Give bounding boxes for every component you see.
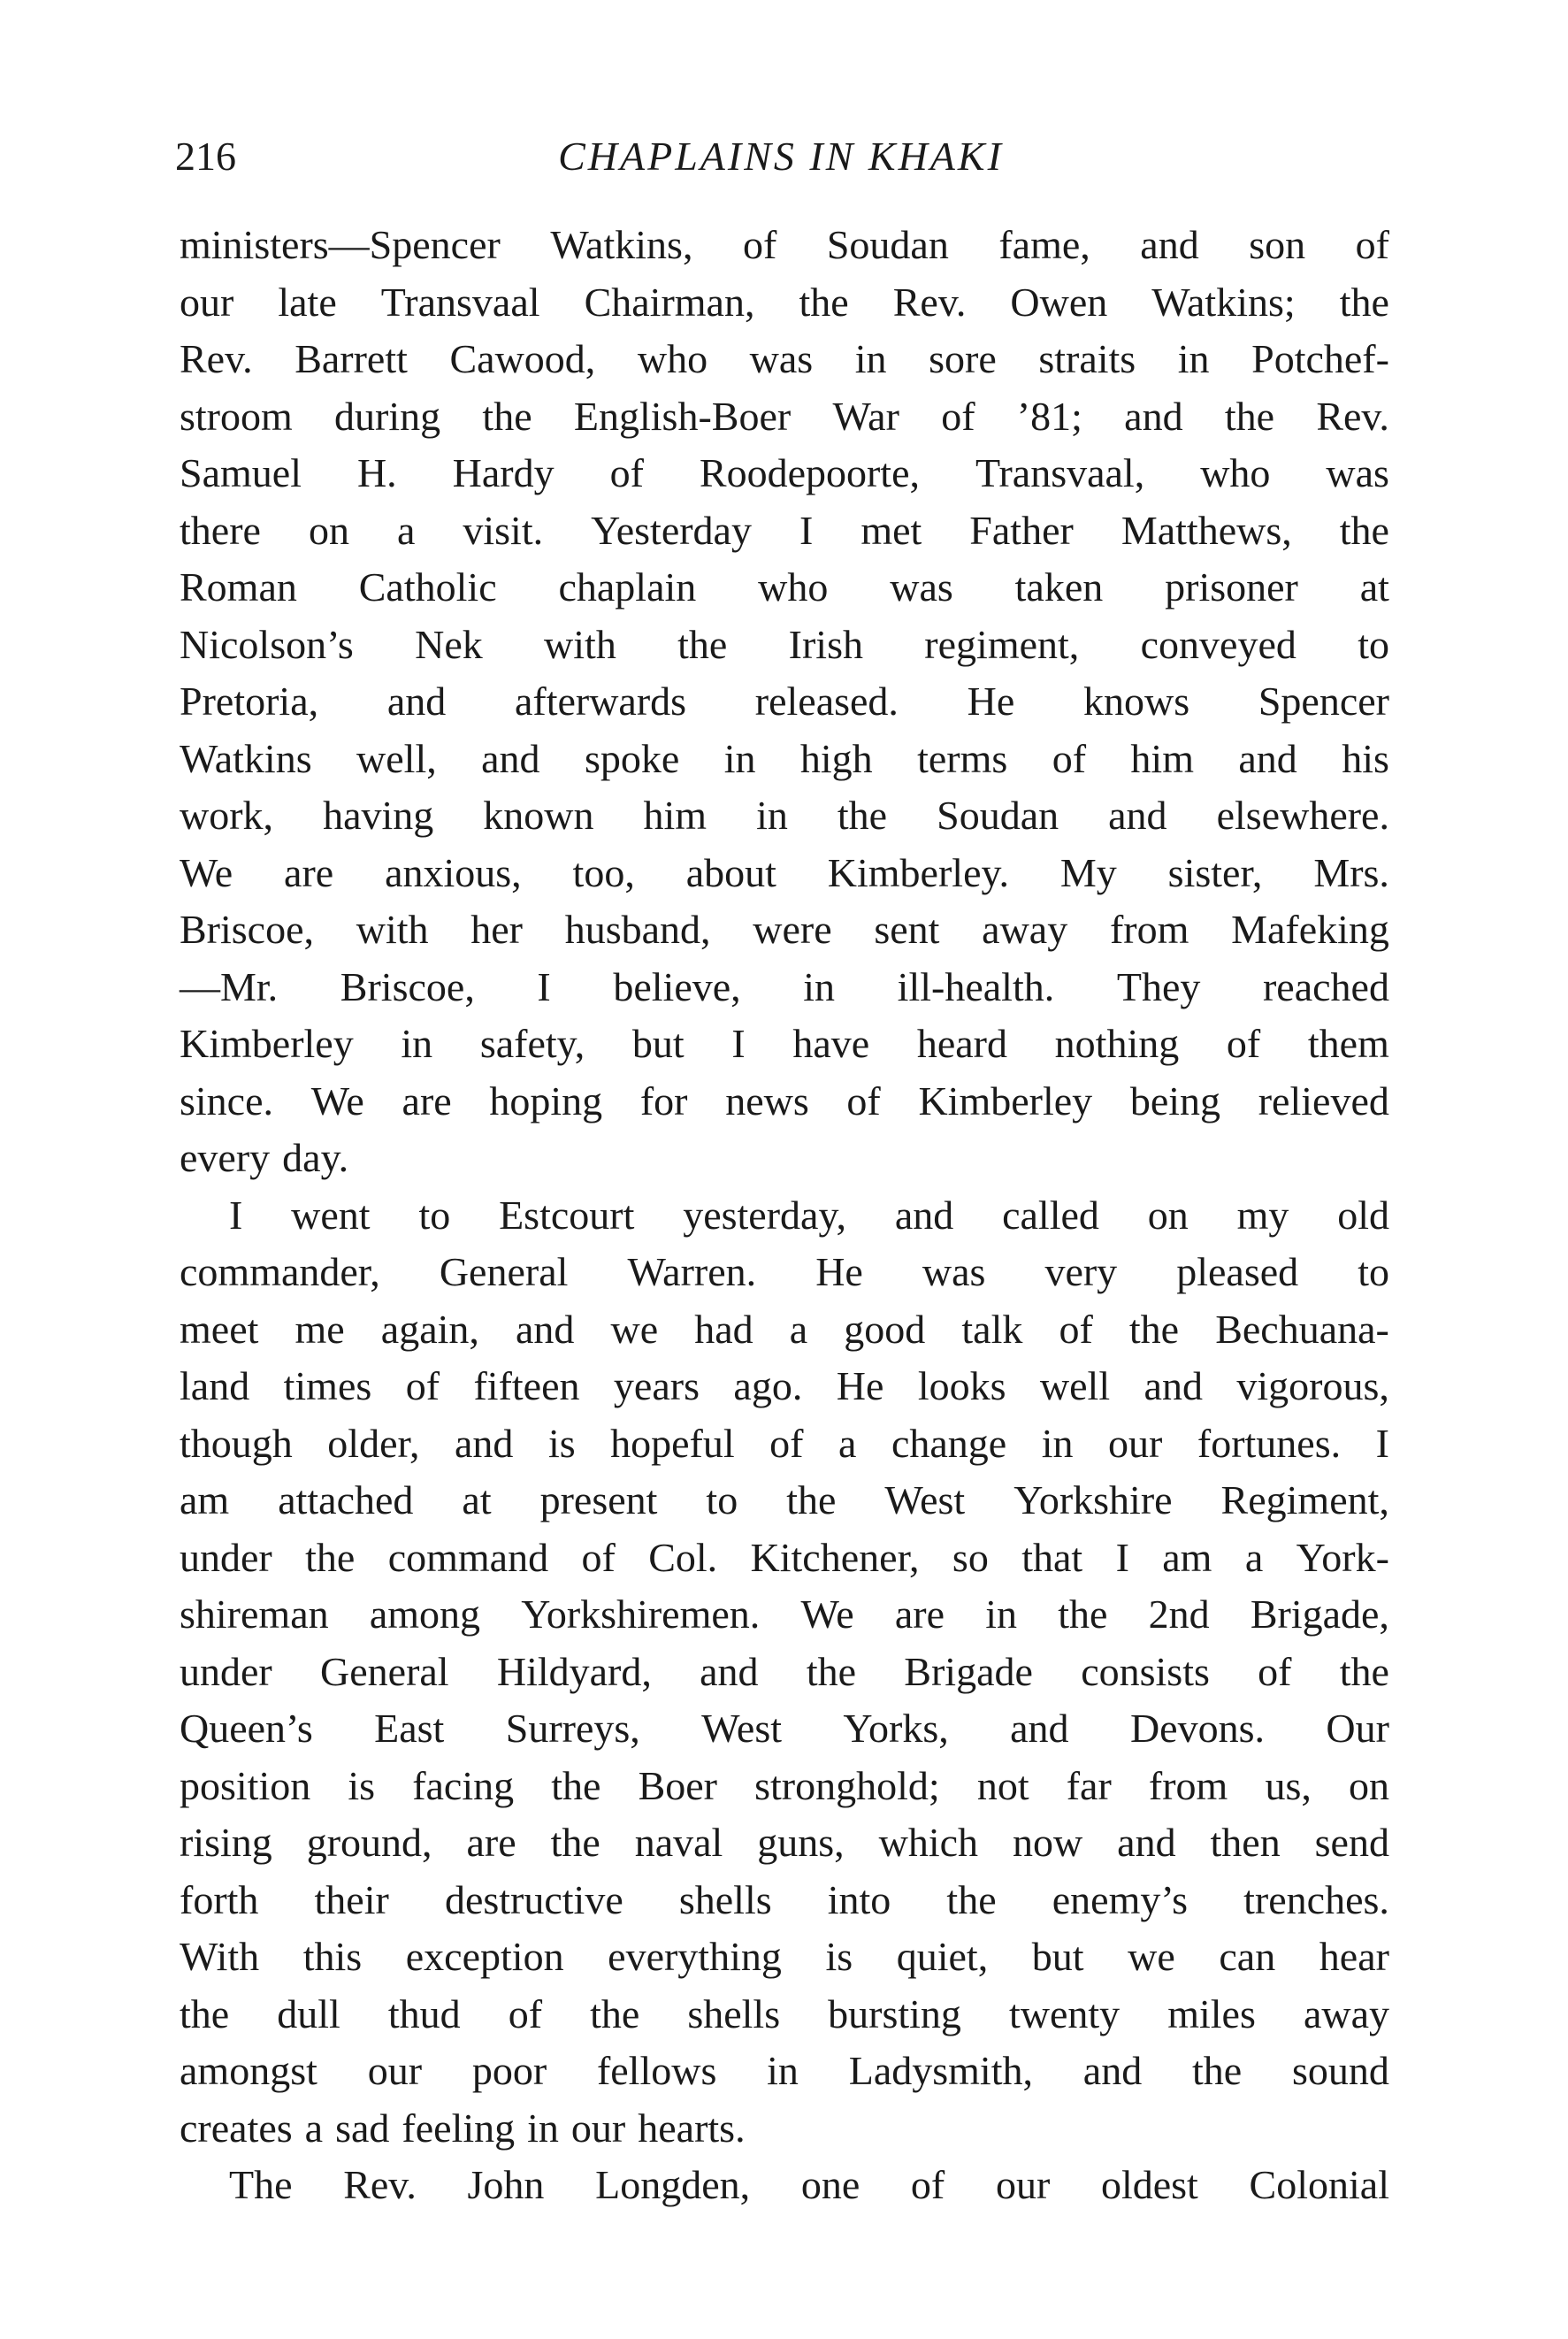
text-line: Kimberley in safety, but I have heard nothing of them (180, 1021, 1389, 1066)
text-line: Rev. Barrett Cawood, who was in sore straits in Potchef- (180, 336, 1389, 381)
text-line: Briscoe, with her husband, were sent away from Mafeking (180, 907, 1389, 952)
text-line: Roman Catholic chaplain who was taken prisoner at (180, 564, 1389, 610)
text-line: With this exception everything is quiet, but we can hear (180, 1934, 1389, 1979)
text-line: ministers—Spencer Watkins, of Soudan fame, and son of (180, 222, 1389, 267)
text-line: our late Transvaal Chairman, the Rev. Owen Watkins; the (180, 279, 1389, 325)
text-line: —Mr. Briscoe, I believe, in ill-health. They reached (180, 963, 1389, 1009)
text-line: Nicolson’s Nek with the Irish regiment, conveyed to (180, 621, 1389, 667)
text-line: since. We are hoping for news of Kimberley being relieved (180, 1077, 1389, 1123)
text-line: meet me again, and we had a good talk of the Bechuana- (180, 1306, 1389, 1352)
text-line: the dull thud of the shells bursting twenty miles away (180, 1990, 1389, 2036)
text-line: land times of fifteen years ago. He looks well and vigorous, (180, 1363, 1389, 1408)
text-line: stroom during the English-Boer War of ’81; and the Rev. (180, 393, 1389, 439)
text-line: Watkins well, and spoke in high terms of him and his (180, 735, 1389, 781)
text-line: Pretoria, and afterwards released. He knows Spencer (180, 679, 1389, 724)
text-line: amongst our poor fellows in Ladysmith, and the sound (180, 2048, 1389, 2093)
text-line: creates a sad feeling in our hearts. (180, 2105, 746, 2151)
body-text (180, 217, 1389, 2214)
text-line: every day. (180, 1135, 349, 1180)
text-line: though older, and is hopeful of a change in our fortunes. I (180, 1420, 1389, 1466)
text-line: We are anxious, too, about Kimberley. My sister, Mrs. (180, 849, 1389, 895)
text-line: am attached at present to the West Yorkshire Regiment, (180, 1477, 1389, 1522)
text-line: shireman among Yorkshiremen. We are in the 2nd Brigade, (180, 1591, 1389, 1637)
text-line: I went to Estcourt yesterday, and called on my old (229, 1192, 1389, 1238)
page-number: 216 (175, 134, 236, 179)
running-head (175, 128, 1387, 185)
text-line: work, having known him in the Soudan and elsewhere. (180, 793, 1389, 838)
running-title: CHAPLAINS IN KHAKI (558, 134, 1004, 179)
text-line: there on a visit. Yesterday I met Father Matthews, the (180, 507, 1389, 553)
text-line: under the command of Col. Kitchener, so that I am a York- (180, 1534, 1389, 1580)
text-line: under General Hildyard, and the Brigade consists of the (180, 1648, 1389, 1694)
text-line: The Rev. John Longden, one of our oldest Colonial (229, 2162, 1389, 2207)
text-line: forth their destructive shells into the enemy’s trenches. (180, 1876, 1389, 1922)
text-line: Queen’s East Surreys, West Yorks, and Devons. Our (180, 1706, 1389, 1751)
text-line: rising ground, are the naval guns, which now and then send (180, 1820, 1389, 1865)
text-line: Samuel H. Hardy of Roodepoorte, Transvaal, who was (180, 450, 1389, 495)
text-line: position is facing the Boer stronghold; not far from us, on (180, 1762, 1389, 1808)
text-line: commander, General Warren. He was very pleased to (180, 1249, 1389, 1294)
